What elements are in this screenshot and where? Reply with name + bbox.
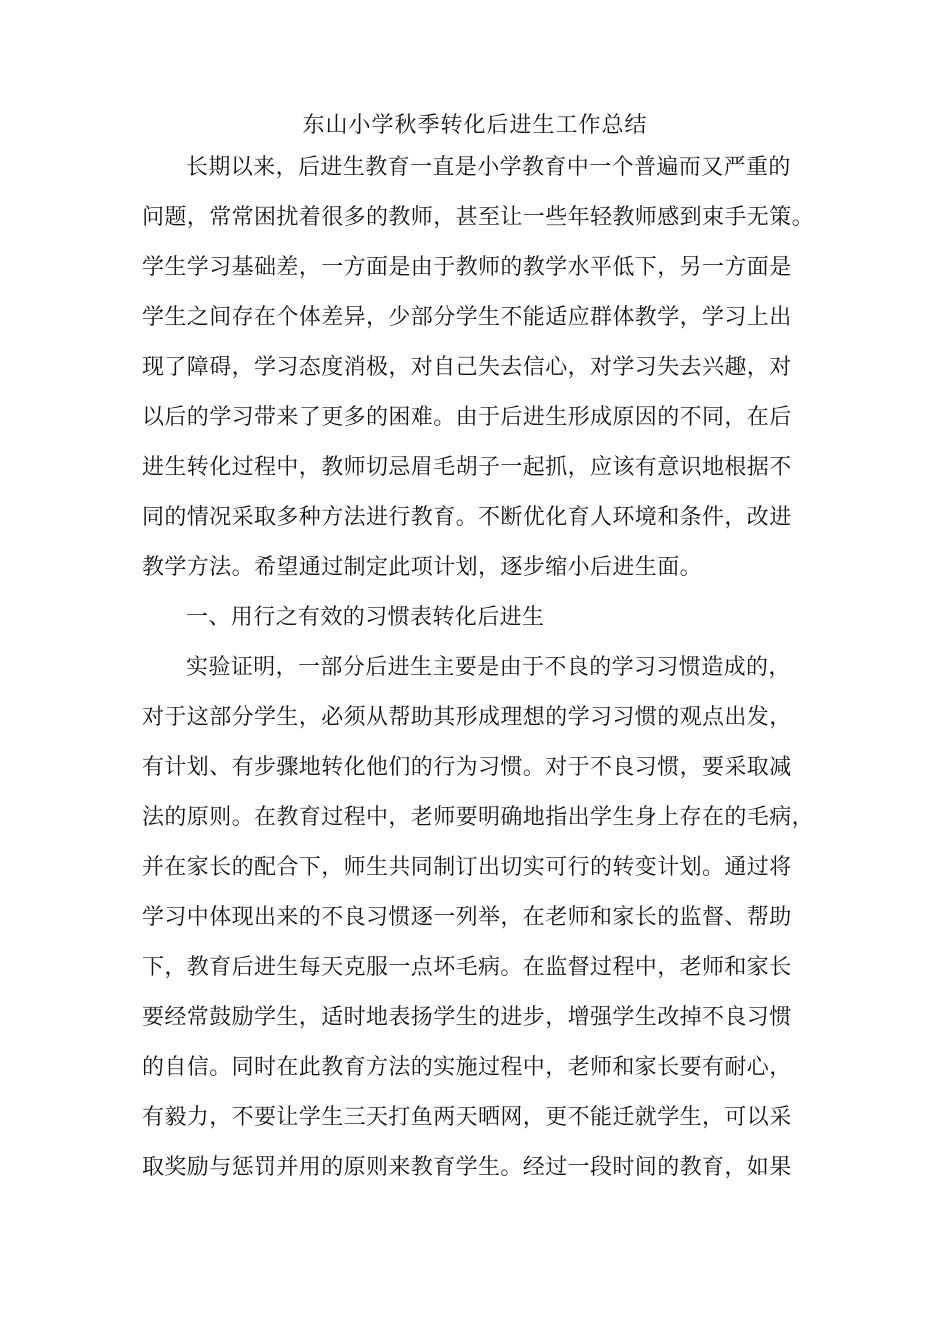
paragraph-line: 要经常鼓励学生，适时地表扬学生的进步，增强学生改掉不良习惯 bbox=[142, 1005, 792, 1030]
section-heading: 一、用行之有效的习惯表转化后进生 bbox=[186, 605, 545, 630]
paragraph-line: 取奖励与惩罚并用的原则来教育学生。经过一段时间的教育，如果 bbox=[142, 1155, 792, 1180]
paragraph-line: 实验证明，一部分后进生主要是由于不良的学习习惯造成的， bbox=[186, 655, 791, 680]
paragraph-line: 并在家长的配合下，师生共同制订出切实可行的转变计划。通过将 bbox=[142, 855, 792, 880]
document-title: 东山小学秋季转化后进生工作总结 bbox=[302, 113, 648, 138]
paragraph-line: 有毅力，不要让学生三天打鱼两天晒网，更不能迁就学生，可以采 bbox=[142, 1105, 792, 1130]
paragraph-line: 法的原则。在教育过程中，老师要明确地指出学生身上存在的毛病， bbox=[142, 805, 815, 830]
paragraph-line: 学习中体现出来的不良习惯逐一列举，在老师和家长的监督、帮助 bbox=[142, 905, 792, 930]
paragraph-line: 问题，常常困扰着很多的教师，甚至让一些年轻教师感到束手无策。 bbox=[142, 205, 815, 230]
paragraph-line: 对于这部分学生，必须从帮助其形成理想的学习习惯的观点出发， bbox=[142, 705, 792, 730]
paragraph-line: 下，教育后进生每天克服一点坏毛病。在监督过程中，老师和家长 bbox=[142, 955, 792, 980]
paragraph-line: 学生之间存在个体差异，少部分学生不能适应群体教学，学习上出 bbox=[142, 305, 792, 330]
paragraph-line: 学生学习基础差，一方面是由于教师的教学水平低下，另一方面是 bbox=[142, 255, 792, 280]
paragraph-line: 教学方法。希望通过制定此项计划，逐步缩小后进生面。 bbox=[142, 555, 703, 580]
paragraph-line: 同的情况采取多种方法进行教育。不断优化育人环境和条件，改进 bbox=[142, 505, 792, 530]
paragraph-line: 以后的学习带来了更多的困难。由于后进生形成原因的不同，在后 bbox=[142, 405, 792, 430]
paragraph-line: 有计划、有步骤地转化他们的行为习惯。对于不良习惯，要采取减 bbox=[142, 755, 792, 780]
paragraph-line: 现了障碍，学习态度消极，对自己失去信心，对学习失去兴趣，对 bbox=[142, 355, 792, 380]
paragraph-line: 的自信。同时在此教育方法的实施过程中，老师和家长要有耐心， bbox=[142, 1055, 792, 1080]
paragraph-line: 长期以来，后进生教育一直是小学教育中一个普遍而又严重的 bbox=[186, 155, 791, 180]
paragraph-line: 进生转化过程中，教师切忌眉毛胡子一起抓，应该有意识地根据不 bbox=[142, 455, 792, 480]
